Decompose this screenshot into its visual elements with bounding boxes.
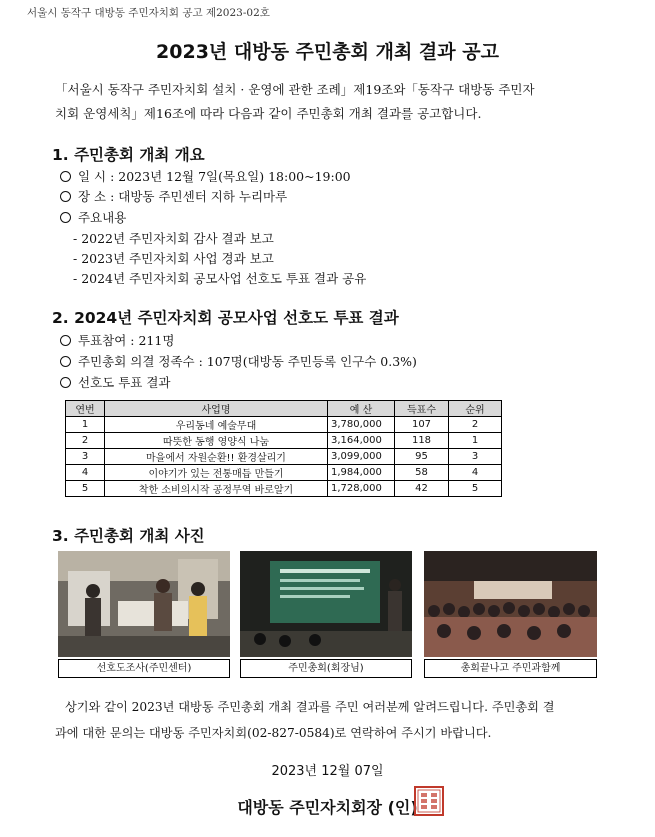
cell-number: 1 [66, 417, 105, 433]
cell-project: 따뜻한 동행 영양식 나눔 [105, 433, 328, 449]
photo-gallery [58, 551, 597, 678]
cell-rank: 1 [449, 433, 502, 449]
official-seal-icon [414, 786, 444, 816]
intro-paragraph [55, 78, 615, 126]
cell-project: 마을에서 자원순환!! 환경살리기 [105, 449, 328, 465]
cell-budget: 1,984,000 [328, 465, 395, 481]
cell-rank: 3 [449, 449, 502, 465]
column-header: 연번 [66, 401, 105, 417]
cell-project: 착한 소비의시작 공정무역 바로알기 [105, 481, 328, 497]
section2-heading: 2. 2024년 주민자치회 공모사업 선호도 투표 결과 [52, 309, 399, 327]
cell-rank: 2 [449, 417, 502, 433]
page-title: 2023년 대방동 주민총회 개최 결과 공고 [156, 41, 499, 63]
column-header: 예 산 [328, 401, 395, 417]
table-row [66, 481, 502, 497]
signature: 대방동 주민자치회장 (인) [237, 798, 418, 817]
circle-bullet-icon [60, 356, 71, 367]
table-row [66, 433, 502, 449]
cell-budget: 3,099,000 [328, 449, 395, 465]
closing-paragraph [55, 694, 603, 746]
assembly-photo-image [240, 551, 412, 657]
table-header-row [66, 401, 502, 417]
closing-text: 상기와 같이 2023년 대방동 주민총회 개최 결과를 주민 여러분께 알려드립니다. 주민총회 결 [65, 700, 555, 714]
content-item: - 2022년 주민자치회 감사 결과 보고 [73, 231, 274, 246]
survey-photo [58, 551, 230, 657]
section1-heading: 1. 주민총회 개최 개요 [52, 146, 205, 164]
survey-photo-image [58, 551, 230, 657]
circle-bullet-icon [60, 191, 71, 202]
circle-bullet-icon [60, 377, 71, 388]
cell-project: 우리동네 예술무대 [105, 417, 328, 433]
column-header: 득표수 [395, 401, 449, 417]
photo-caption: 주민총회(회장님) [240, 659, 412, 678]
intro-line: 치회 운영세칙」제16조에 따라 다음과 같이 주민총회 개최 결과를 공고합니다. [55, 106, 482, 121]
cell-budget: 3,164,000 [328, 433, 395, 449]
table-row [66, 417, 502, 433]
photo-caption: 선호도조사(주민센터) [58, 659, 230, 678]
cell-votes: 58 [395, 465, 449, 481]
circle-bullet-icon [60, 212, 71, 223]
cell-votes: 42 [395, 481, 449, 497]
participation-line: 투표참여 : 211명 [60, 331, 174, 349]
date-line: 일 시 : 2023년 12월 7일(목요일) 18:00~19:00 [60, 167, 351, 185]
column-header: 순위 [449, 401, 502, 417]
cell-number: 2 [66, 433, 105, 449]
cell-budget: 3,780,000 [328, 417, 395, 433]
section3-heading: 3. 주민총회 개최 사진 [52, 527, 205, 545]
result-label: 선호도 투표 결과 [60, 373, 170, 391]
table-row [66, 465, 502, 481]
group-photo [424, 551, 597, 657]
intro-line: 「서울시 동작구 주민자치회 설치 · 운영에 관한 조례」제19조와「동작구 대방동 주민자 [55, 82, 535, 97]
content-label: 주요내용 [60, 208, 126, 226]
vote-result-table [65, 400, 502, 497]
cell-budget: 1,728,000 [328, 481, 395, 497]
closing-text: 과에 대한 문의는 대방동 주민자치회(02-827-0584)로 연락하여 주시기 바랍니다. [55, 726, 492, 740]
document-number: 서울시 동작구 대방동 주민자치회 공고 제2023-02호 [27, 7, 270, 19]
cell-number: 5 [66, 481, 105, 497]
content-item: - 2023년 주민자치회 사업 경과 보고 [73, 251, 274, 266]
notice-date: 2023년 12월 07일 [271, 764, 384, 779]
cell-rank: 5 [449, 481, 502, 497]
table-row [66, 449, 502, 465]
quorum-line: 주민총회 의결 정족수 : 107명(대방동 주민등록 인구수 0.3%) [60, 352, 417, 370]
cell-number: 3 [66, 449, 105, 465]
content-item: - 2024년 주민자치회 공모사업 선호도 투표 결과 공유 [73, 271, 367, 286]
cell-votes: 118 [395, 433, 449, 449]
group-photo-image [424, 551, 597, 657]
cell-rank: 4 [449, 465, 502, 481]
cell-number: 4 [66, 465, 105, 481]
assembly-photo [240, 551, 412, 657]
column-header: 사업명 [105, 401, 328, 417]
cell-project: 이야기가 있는 전통매듭 만들기 [105, 465, 328, 481]
cell-votes: 107 [395, 417, 449, 433]
circle-bullet-icon [60, 171, 71, 182]
place-line: 장 소 : 대방동 주민센터 지하 누리마루 [60, 187, 287, 205]
cell-votes: 95 [395, 449, 449, 465]
photo-caption: 총회끝나고 주민과함께 [424, 659, 597, 678]
circle-bullet-icon [60, 335, 71, 346]
